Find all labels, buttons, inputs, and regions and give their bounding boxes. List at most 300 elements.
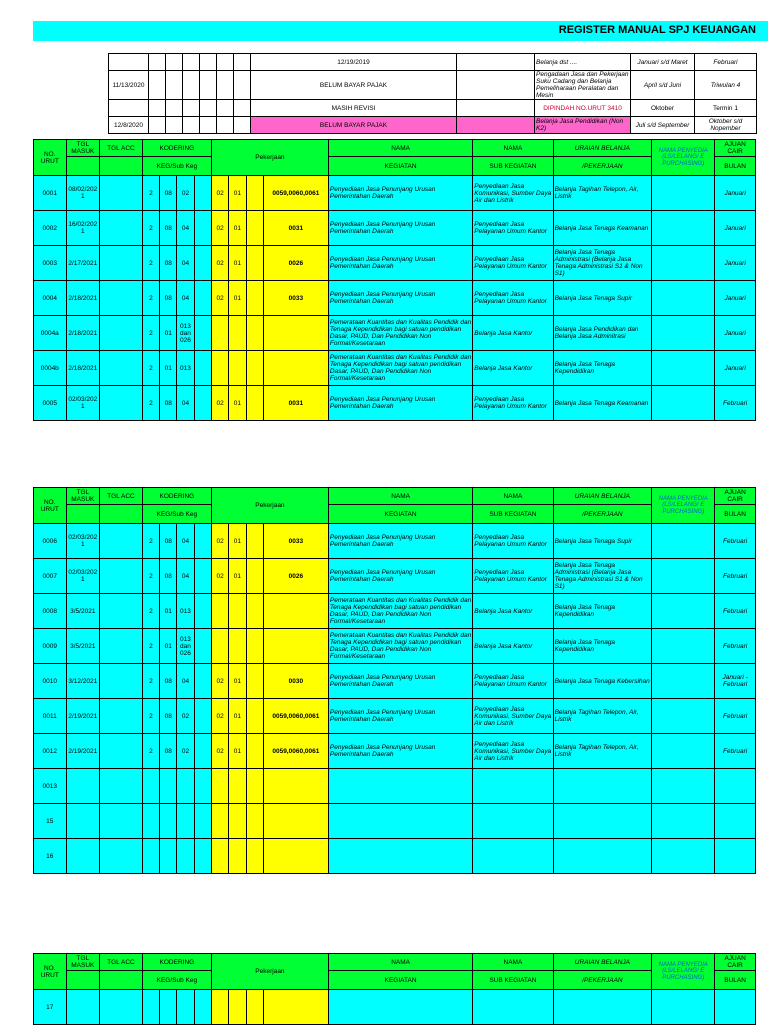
cell-bulan: Februari (715, 699, 756, 734)
cell-penyedia (652, 386, 715, 421)
cell-no-urut: 0010 (34, 664, 67, 699)
cell-kode-3 (177, 839, 194, 874)
cell-tgl-acc (100, 734, 143, 769)
cell-kode-5: 01 (229, 734, 246, 769)
cell-pekerjaan (263, 769, 328, 804)
header-row (34, 971, 756, 990)
cell-tgl-acc (100, 559, 143, 594)
cell-kode-1: 2 (142, 559, 159, 594)
cell-uraian (553, 769, 652, 804)
cell-uraian: Belanja Jasa Tenaga Supir (553, 524, 652, 559)
table-row (34, 629, 756, 664)
cell-kegiatan: Penyediaan Jasa Penunjang Urusan Pemerintahan Daerah (328, 559, 472, 594)
cell-kegiatan: Pemerataan Kuantitas dan Kualitas Pendidik dan Tenaga Kependidikan bagi satuan pendidikan Dasar, PAUD, Dan Pendidikan Non Formal/Kesetaraan (328, 629, 472, 664)
cell-tgl-acc (100, 839, 143, 874)
info-blank-cell (217, 100, 234, 117)
cell-kode-blank (246, 351, 263, 386)
header-tgl-masuk: TGL MASUK (66, 954, 100, 971)
cell-sub-kegiatan: Penyediaan Jasa Komunikasi, Sumber Daya Air dan Listrik (473, 699, 553, 734)
cell-pekerjaan: 0033 (263, 281, 328, 316)
cell-kode-3: 013 (177, 594, 194, 629)
cell-kode-blank (246, 629, 263, 664)
cell-kode-2: 08 (160, 524, 177, 559)
cell-kode-1: 2 (142, 316, 159, 351)
cell-kode-blank (246, 699, 263, 734)
cell-no-urut: 0013 (34, 769, 67, 804)
info-note: Belanja Jasa Pendidikan (Non K2) (535, 117, 631, 134)
cell-kode-5: 01 (229, 211, 246, 246)
cell-tgl-masuk: 2/17/2021 (66, 246, 100, 281)
cell-pekerjaan: 0031 (263, 211, 328, 246)
cell-tgl-masuk: 02/03/2021 (66, 524, 100, 559)
cell-kode-1: 2 (142, 524, 159, 559)
cell-no-urut: 0005 (34, 386, 67, 421)
cell-penyedia (652, 559, 715, 594)
info-blank-cell (457, 117, 535, 134)
cell-kode-5 (229, 316, 246, 351)
cell-uraian: Belanja Tagihan Telepon, Air, Listrik (553, 699, 652, 734)
cell-tgl-masuk: 2/18/2021 (66, 281, 100, 316)
cell-no-urut: 0001 (34, 176, 67, 211)
cell-no-urut: 0004a (34, 316, 67, 351)
header-nama-2: NAMA (473, 954, 553, 971)
cell-kegiatan: Pemerataan Kuantitas dan Kualitas Pendidik dan Tenaga Kependidikan bagi satuan pendidikan Dasar, PAUD, Dan Pendidikan Non Formal/Kesetaraan (328, 594, 472, 629)
cell-tgl-acc (100, 629, 143, 664)
info-blank-cell (200, 100, 217, 117)
cell-tgl-masuk: 2/18/2021 (66, 351, 100, 386)
cell-penyedia (652, 664, 715, 699)
cell-sub-kegiatan: Belanja Jasa Kantor (473, 351, 553, 386)
header-blank-cell (66, 505, 100, 524)
header-pekerjaan-2: /PEKERJAAN (553, 157, 652, 176)
info-blank-cell (183, 71, 200, 100)
cell-kode-4: 02 (211, 559, 228, 594)
info-date (109, 54, 149, 71)
header-sub-kegiatan: SUB KEGIATAN (473, 157, 553, 176)
table-row (34, 176, 756, 211)
info-blank-cell (149, 71, 166, 100)
cell-tgl-acc (100, 769, 143, 804)
cell-tgl-masuk: 16/02/2021 (66, 211, 100, 246)
cell-kode-5: 01 (229, 176, 246, 211)
cell-kode-1: 2 (142, 211, 159, 246)
header-kegiatan: KEGIATAN (328, 505, 472, 524)
cell-tgl-masuk (66, 990, 100, 1025)
cell-kode-2: 08 (160, 211, 177, 246)
info-row (109, 117, 757, 134)
cell-kode-5 (229, 990, 246, 1025)
cell-kode-5 (229, 629, 246, 664)
header-keg-sub: KEG/Sub Keg (142, 157, 211, 176)
cell-bulan: Januari (715, 351, 756, 386)
header-row (34, 157, 756, 176)
cell-kegiatan: Penyediaan Jasa Penunjang Urusan Pemerintahan Daerah (328, 281, 472, 316)
cell-tgl-masuk: 3/5/2021 (66, 629, 100, 664)
cell-kode-3: 02 (177, 176, 194, 211)
cell-no-urut: 17 (34, 990, 67, 1025)
cell-kode-1: 2 (142, 176, 159, 211)
cell-tgl-acc (100, 594, 143, 629)
table-row (34, 699, 756, 734)
header-keg-sub: KEG/Sub Keg (142, 971, 211, 990)
cell-tgl-masuk: 3/12/2021 (66, 664, 100, 699)
cell-tgl-acc (100, 211, 143, 246)
cell-kode-3: 04 (177, 386, 194, 421)
cell-pekerjaan: 0033 (263, 524, 328, 559)
cell-bulan: Februari (715, 629, 756, 664)
cell-sub-kegiatan: Penyediaan Jasa Pelayanan Umum Kantor (473, 559, 553, 594)
cell-kegiatan: Pemerataan Kuantitas dan Kualitas Pendidik dan Tenaga Kependidikan bagi satuan pendidikan Dasar, PAUD, Dan Pendidikan Non Formal/Kesetaraan (328, 316, 472, 351)
cell-tgl-acc (100, 990, 143, 1025)
table-row (34, 594, 756, 629)
cell-bulan: Januari (715, 281, 756, 316)
info-blank-cell (234, 54, 251, 71)
cell-kode-2: 08 (160, 386, 177, 421)
info-blank-cell (200, 54, 217, 71)
info-date: 12/8/2020 (109, 117, 149, 134)
cell-tgl-acc (100, 804, 143, 839)
cell-kode-2: 08 (160, 734, 177, 769)
header-row (34, 140, 756, 157)
cell-tgl-acc (100, 316, 143, 351)
cell-kode-4 (211, 990, 228, 1025)
table-row (34, 386, 756, 421)
cell-kegiatan (328, 769, 472, 804)
header-nama-penyedia: NAMA PENYEDIA (LS/LELANG/ E PURCHASING) (652, 488, 715, 524)
info-blank-cell (234, 117, 251, 134)
info-blank-cell (457, 71, 535, 100)
cell-kode-blank (246, 386, 263, 421)
cell-pekerjaan: 0059,0060,0061 (263, 176, 328, 211)
cell-kode-1: 2 (142, 281, 159, 316)
cell-kode-2 (160, 769, 177, 804)
header-bulan: BULAN (715, 505, 756, 524)
header-blank-cell (66, 971, 100, 990)
cell-bulan: Januari (715, 246, 756, 281)
cell-penyedia (652, 594, 715, 629)
cell-no-urut: 16 (34, 839, 67, 874)
cell-uraian (553, 990, 652, 1025)
cell-kode-blank (194, 559, 211, 594)
cell-kode-4: 02 (211, 699, 228, 734)
cell-no-urut: 0004b (34, 351, 67, 386)
cell-kode-4 (211, 629, 228, 664)
cell-kode-4: 02 (211, 524, 228, 559)
cell-kode-blank (246, 176, 263, 211)
cell-kode-2: 01 (160, 594, 177, 629)
cell-kode-1: 2 (142, 734, 159, 769)
cell-pekerjaan: 0026 (263, 559, 328, 594)
header-keg-sub: KEG/Sub Keg (142, 505, 211, 524)
header-kegiatan: KEGIATAN (328, 157, 472, 176)
cell-sub-kegiatan (473, 769, 553, 804)
cell-bulan (715, 990, 756, 1025)
cell-kode-blank (194, 839, 211, 874)
header-uraian: URAIAN BELANJA (553, 954, 652, 971)
cell-kode-blank (246, 839, 263, 874)
cell-tgl-masuk: 3/5/2021 (66, 594, 100, 629)
cell-sub-kegiatan: Belanja Jasa Kantor (473, 594, 553, 629)
page-title: REGISTER MANUAL SPJ KEUANGAN (558, 24, 756, 36)
info-period: Januari s/d Maret (631, 54, 695, 71)
cell-kegiatan: Penyediaan Jasa Penunjang Urusan Pemerintahan Daerah (328, 664, 472, 699)
cell-sub-kegiatan: Penyediaan Jasa Pelayanan Umum Kantor (473, 211, 553, 246)
info-blank-cell (166, 54, 183, 71)
header-kodering: KODERING (142, 488, 211, 505)
cell-kode-3 (177, 769, 194, 804)
table-row (34, 559, 756, 594)
cell-kode-blank (246, 990, 263, 1025)
cell-kode-2: 01 (160, 351, 177, 386)
cell-tgl-masuk: 02/03/2021 (66, 386, 100, 421)
cell-no-urut: 15 (34, 804, 67, 839)
info-blank-cell (166, 117, 183, 134)
cell-tgl-acc (100, 386, 143, 421)
cell-bulan: Februari (715, 386, 756, 421)
cell-uraian: Belanja Jasa Tenaga Kependidikan (553, 351, 652, 386)
header-blank-cell (66, 157, 100, 176)
info-blank-cell (217, 71, 234, 100)
cell-sub-kegiatan (473, 804, 553, 839)
cell-kode-3 (177, 990, 194, 1025)
cell-tgl-masuk (66, 839, 100, 874)
cell-kegiatan (328, 990, 472, 1025)
cell-penyedia (652, 281, 715, 316)
cell-kode-blank (246, 664, 263, 699)
table-row (34, 839, 756, 874)
header-tgl-acc: TGL ACC (100, 140, 143, 157)
header-uraian: URAIAN BELANJA (553, 140, 652, 157)
info-status: MASIH REVISI (251, 100, 457, 117)
info-row (109, 100, 757, 117)
cell-tgl-masuk: 2/19/2021 (66, 699, 100, 734)
cell-kode-1: 2 (142, 386, 159, 421)
header-no-urut: NO. URUT (34, 488, 67, 524)
cell-bulan: Januari (715, 211, 756, 246)
cell-kode-blank (194, 281, 211, 316)
info-date: 11/13/2020 (109, 71, 149, 100)
cell-tgl-acc (100, 699, 143, 734)
cell-kode-1 (142, 990, 159, 1025)
cell-kode-4 (211, 839, 228, 874)
cell-kode-2: 08 (160, 176, 177, 211)
header-pekerjaan: Pekerjaan (211, 140, 328, 176)
cell-bulan: Februari (715, 594, 756, 629)
cell-kode-blank (194, 664, 211, 699)
cell-kode-4: 02 (211, 246, 228, 281)
cell-kode-3: 02 (177, 734, 194, 769)
table-row (34, 211, 756, 246)
cell-kode-3: 04 (177, 524, 194, 559)
cell-no-urut: 0008 (34, 594, 67, 629)
cell-kode-blank (246, 246, 263, 281)
cell-kode-2: 08 (160, 699, 177, 734)
cell-kode-4 (211, 804, 228, 839)
cell-tgl-masuk: 02/03/2021 (66, 559, 100, 594)
cell-kode-2: 01 (160, 316, 177, 351)
register-table-3 (33, 953, 756, 1025)
info-blank-cell (183, 117, 200, 134)
cell-kode-blank (246, 594, 263, 629)
table-row (34, 734, 756, 769)
cell-kode-1: 2 (142, 246, 159, 281)
cell-kode-blank (194, 769, 211, 804)
cell-uraian: Belanja Jasa Tenaga Supir (553, 281, 652, 316)
header-ajuan-cair: AJUAN CAIR (715, 488, 756, 505)
cell-kode-3: 04 (177, 664, 194, 699)
info-table (108, 53, 757, 134)
cell-penyedia (652, 804, 715, 839)
cell-pekerjaan: 0026 (263, 246, 328, 281)
header-nama-2: NAMA (473, 488, 553, 505)
cell-kode-blank (246, 804, 263, 839)
info-blank-cell (149, 100, 166, 117)
cell-uraian (553, 804, 652, 839)
cell-bulan: Februari (715, 524, 756, 559)
cell-kode-1: 2 (142, 664, 159, 699)
register-table-1 (33, 139, 756, 421)
cell-uraian: Belanja Tagihan Telepon, Air, Listrik (553, 176, 652, 211)
cell-uraian (553, 839, 652, 874)
cell-kode-blank (194, 211, 211, 246)
cell-bulan (715, 804, 756, 839)
cell-kode-4 (211, 316, 228, 351)
info-term: Februari (695, 54, 757, 71)
header-kodering: KODERING (142, 140, 211, 157)
table-row (34, 664, 756, 699)
cell-bulan (715, 769, 756, 804)
cell-sub-kegiatan (473, 839, 553, 874)
header-row (34, 505, 756, 524)
table-row (34, 246, 756, 281)
table-row (34, 804, 756, 839)
cell-kode-3: 04 (177, 211, 194, 246)
cell-sub-kegiatan: Penyediaan Jasa Pelayanan Umum Kantor (473, 281, 553, 316)
cell-penyedia (652, 699, 715, 734)
cell-uraian: Belanja Jasa Tenaga Keamanan (553, 211, 652, 246)
header-nama-2: NAMA (473, 140, 553, 157)
cell-kode-5 (229, 351, 246, 386)
cell-kode-blank (194, 734, 211, 769)
info-blank-cell (183, 54, 200, 71)
cell-kode-blank (194, 246, 211, 281)
cell-pekerjaan (263, 316, 328, 351)
cell-kode-blank (194, 386, 211, 421)
cell-kode-1: 2 (142, 351, 159, 386)
cell-kode-4 (211, 594, 228, 629)
cell-sub-kegiatan: Penyediaan Jasa Pelayanan Umum Kantor (473, 386, 553, 421)
cell-pekerjaan (263, 839, 328, 874)
header-blank-cell (100, 971, 143, 990)
cell-bulan: Februari (715, 559, 756, 594)
cell-kegiatan: Penyediaan Jasa Penunjang Urusan Pemerintahan Daerah (328, 246, 472, 281)
cell-kode-blank (194, 629, 211, 664)
cell-kode-1 (142, 769, 159, 804)
header-no-urut: NO. URUT (34, 140, 67, 176)
header-nama-penyedia: NAMA PENYEDIA (LS/LELANG/ E PURCHASING) (652, 140, 715, 176)
cell-pekerjaan: 0059,0060,0061 (263, 699, 328, 734)
table-row (34, 316, 756, 351)
cell-kode-5: 01 (229, 664, 246, 699)
info-note: Belanja dst .... (535, 54, 631, 71)
cell-tgl-acc (100, 281, 143, 316)
cell-sub-kegiatan: Penyediaan Jasa Pelayanan Umum Kantor (473, 524, 553, 559)
cell-tgl-acc (100, 524, 143, 559)
cell-kode-blank (194, 804, 211, 839)
cell-kode-blank (246, 316, 263, 351)
cell-sub-kegiatan: Belanja Jasa Kantor (473, 629, 553, 664)
title-banner (33, 21, 768, 41)
cell-bulan: Januari (715, 176, 756, 211)
header-nama-1: NAMA (328, 488, 472, 505)
info-period: Juli s/d September (631, 117, 695, 134)
info-blank-cell (149, 54, 166, 71)
cell-bulan: Februari (715, 734, 756, 769)
cell-kode-blank (246, 769, 263, 804)
header-blank-cell (100, 157, 143, 176)
info-note: Pengadaan Jasa dan Pekerjaan Suku Cadang dan Belanja Pemeliharaan Peralatan dan Mesin (536, 71, 629, 99)
info-status: BELUM BAYAR PAJAK (251, 71, 457, 100)
cell-kode-1: 2 (142, 594, 159, 629)
cell-kode-3: 013 (177, 351, 194, 386)
cell-kode-3: 04 (177, 246, 194, 281)
cell-kode-blank (246, 211, 263, 246)
header-ajuan-cair: AJUAN CAIR (715, 954, 756, 971)
cell-kegiatan: Penyediaan Jasa Penunjang Urusan Pemerintahan Daerah (328, 386, 472, 421)
cell-kode-blank (246, 524, 263, 559)
cell-penyedia (652, 839, 715, 874)
cell-kegiatan: Pemerataan Kuantitas dan Kualitas Pendidik dan Tenaga Kependidikan bagi satuan pendidikan Dasar, PAUD, Dan Pendidikan Non Formal/Kesetaraan (328, 351, 472, 386)
info-blank-cell (457, 100, 535, 117)
cell-kode-2: 08 (160, 559, 177, 594)
cell-kode-blank (194, 351, 211, 386)
cell-kode-5 (229, 804, 246, 839)
cell-pekerjaan: 0059,0060,0061 (263, 734, 328, 769)
cell-kode-1 (142, 804, 159, 839)
cell-pekerjaan (263, 804, 328, 839)
cell-kode-4 (211, 769, 228, 804)
cell-uraian: Belanja Jasa Tenaga Administrasi (Belanja Jasa Tenaga Administrasi S1 & Non S1) (553, 246, 652, 281)
cell-pekerjaan (263, 594, 328, 629)
cell-kode-4 (211, 351, 228, 386)
cell-no-urut: 0006 (34, 524, 67, 559)
cell-penyedia (652, 629, 715, 664)
header-bulan: BULAN (715, 157, 756, 176)
table-row (34, 281, 756, 316)
cell-kode-2: 01 (160, 629, 177, 664)
header-no-urut: NO. URUT (34, 954, 67, 990)
header-nama-penyedia: NAMA PENYEDIA (LS/LELANG/ E PURCHASING) (652, 954, 715, 990)
cell-kode-2: 08 (160, 246, 177, 281)
cell-no-urut: 0007 (34, 559, 67, 594)
cell-uraian: Belanja Jasa Tenaga Administrasi (Belanja Jasa Tenaga Administrasi S1 & Non S1) (553, 559, 652, 594)
info-period: Oktober (631, 100, 695, 117)
header-pekerjaan-2: /PEKERJAAN (553, 971, 652, 990)
cell-tgl-acc (100, 664, 143, 699)
cell-kegiatan: Penyediaan Jasa Penunjang Urusan Pemerintahan Daerah (328, 176, 472, 211)
cell-kode-2: 08 (160, 664, 177, 699)
cell-kegiatan (328, 804, 472, 839)
cell-kode-2 (160, 839, 177, 874)
cell-kode-4: 02 (211, 176, 228, 211)
cell-kegiatan: Penyediaan Jasa Penunjang Urusan Pemerintahan Daerah (328, 699, 472, 734)
info-blank-cell (234, 100, 251, 117)
cell-kode-4: 02 (211, 281, 228, 316)
cell-kode-5: 01 (229, 386, 246, 421)
cell-no-urut: 0003 (34, 246, 67, 281)
header-pekerjaan-2: /PEKERJAAN (553, 505, 652, 524)
info-blank-cell (183, 100, 200, 117)
